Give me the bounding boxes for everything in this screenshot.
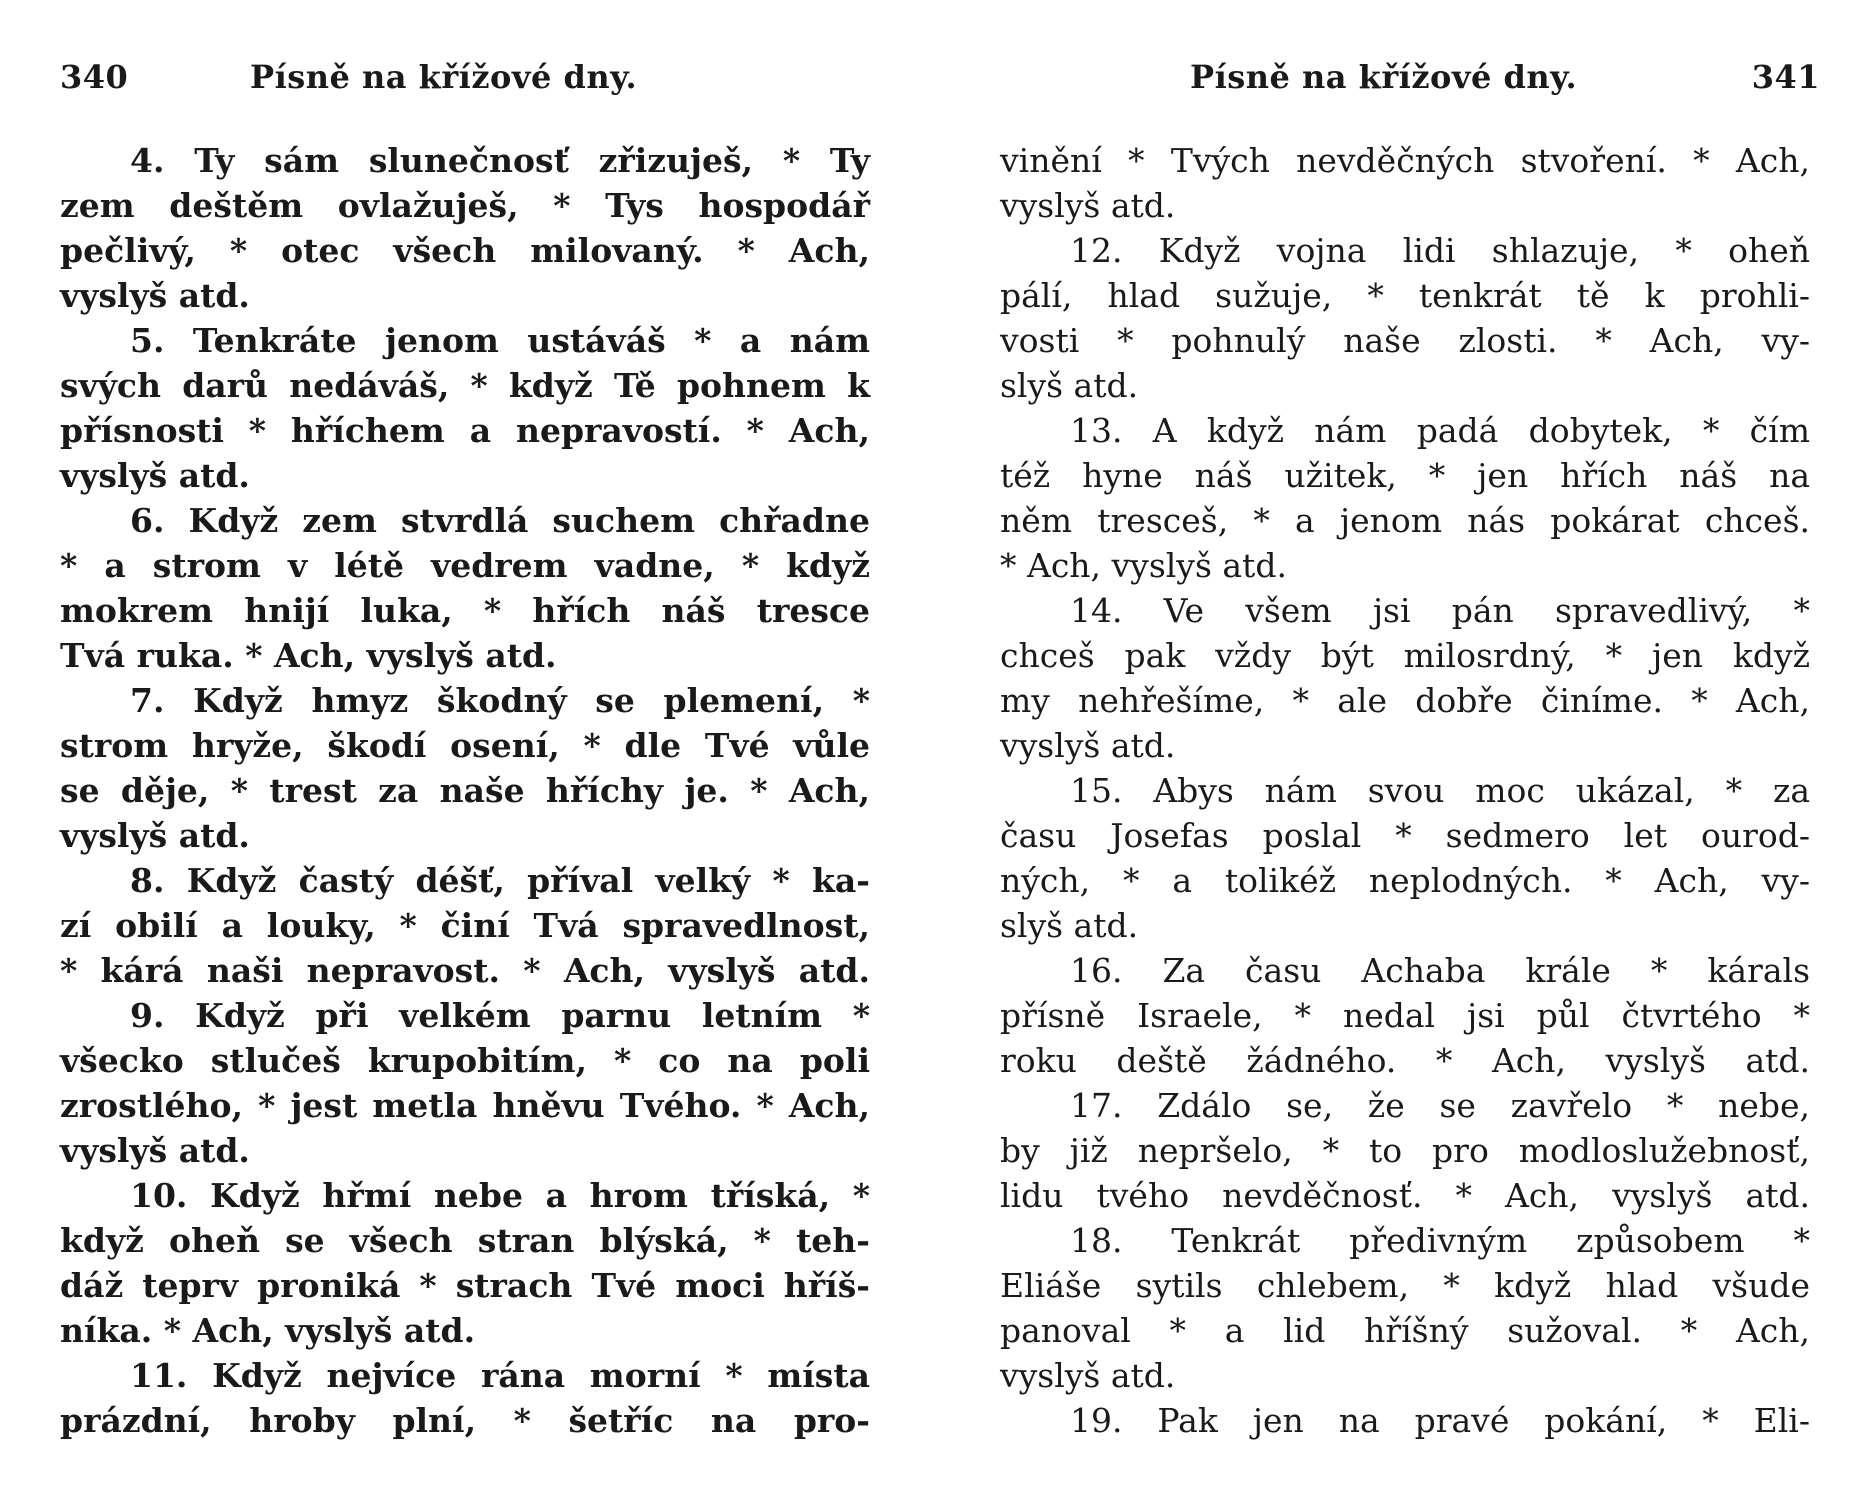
text-line: přísně Israele, * nedal jsi půl čtvrtého * [1000, 996, 1810, 1035]
text-line: vinění * Tvých nevděčných stvoření. * Ach, [1000, 141, 1810, 180]
text-line: slyš atd. [1000, 906, 1139, 945]
text-line: 14. Ve všem jsi pán spravedlivý, * [1070, 591, 1810, 630]
text-line: lidu tvého nevděčnosť. * Ach, vyslyš atd. [1000, 1176, 1810, 1215]
text-line: 11. Když nejvíce rána morní * místa [130, 1356, 870, 1395]
text-line: 9. Když při velkém parnu letním * [130, 996, 870, 1035]
text-line: vosti * pohnulý naše zlosti. * Ach, vy- [1000, 321, 1810, 360]
left-page [60, 0, 890, 1500]
text-line: Eliáše sytils chlebem, * když hlad všude [1000, 1266, 1810, 1305]
text-line: by již nepršelo, * to pro modloslužebnosť, [1000, 1131, 1810, 1170]
text-line: 10. Když hřmí nebe a hrom tříská, * [130, 1176, 870, 1215]
text-line: Tvá ruka. * Ach, vyslyš atd. [60, 636, 557, 675]
text-line: 16. Za času Achaba krále * kárals [1070, 951, 1810, 990]
running-head-left: Písně na křížové dny. [250, 58, 638, 96]
text-line: vyslyš atd. [60, 1131, 250, 1170]
text-line: níka. * Ach, vyslyš atd. [60, 1311, 476, 1350]
text-line: vyslyš atd. [60, 276, 250, 315]
right-page-text [1000, 138, 1810, 1443]
text-line: mokrem hnijí luka, * hřích náš tresce [60, 591, 870, 630]
text-line: pálí, hlad sužuje, * tenkrát tě k prohli- [1000, 276, 1810, 315]
text-line: vyslyš atd. [1000, 186, 1176, 225]
text-line: * a strom v létě vedrem vadne, * když [60, 546, 870, 585]
text-line: * Ach, vyslyš atd. [1000, 546, 1287, 585]
text-line: když oheň se všech stran blýská, * teh- [60, 1221, 870, 1260]
text-line: 6. Když zem stvrdlá suchem chřadne [130, 501, 870, 540]
text-line: všecko stlučeš krupobitím, * co na poli [60, 1041, 870, 1080]
text-line: prázdní, hroby plní, * šetříc na pro- [60, 1401, 870, 1440]
text-line: 17. Zdálo se, že se zavřelo * nebe, [1070, 1086, 1810, 1125]
text-line: vyslyš atd. [1000, 1356, 1176, 1395]
text-line: ných, * a tolikéž neplodných. * Ach, vy- [1000, 861, 1810, 900]
text-line: 4. Ty sám slunečnosť zřizuješ, * Ty [130, 141, 870, 180]
text-line: něm tresceš, * a jenom nás pokárat chceš. [1000, 501, 1810, 540]
text-line: času Josefas poslal * sedmero let ourod- [1000, 816, 1810, 855]
page-number-left: 340 [60, 58, 129, 96]
text-line: přísnosti * hříchem a nepravostí. * Ach, [60, 411, 870, 450]
right-page [1000, 0, 1830, 1500]
text-line: 12. Když vojna lidi shlazuje, * oheň [1070, 231, 1810, 270]
text-line: zrostlého, * jest metla hněvu Tvého. * Ach, [60, 1086, 870, 1125]
text-line: 7. Když hmyz škodný se plemení, * [130, 681, 870, 720]
text-line: vyslyš atd. [1000, 726, 1176, 765]
text-line: dáž teprv proniká * strach Tvé moci hříš- [60, 1266, 870, 1305]
right-page-header [1000, 58, 1830, 98]
text-line: zem deštěm ovlažuješ, * Tys hospodář [60, 186, 870, 225]
text-line: zí obilí a louky, * činí Tvá spravedlnost, [60, 906, 870, 945]
text-line: 8. Když častý déšť, příval velký * ka- [130, 861, 870, 900]
text-line: vyslyš atd. [60, 456, 250, 495]
left-page-text [60, 138, 870, 1443]
text-line: vyslyš atd. [60, 816, 250, 855]
text-line: 18. Tenkrát předivným způsobem * [1070, 1221, 1810, 1260]
text-line: my nehřešíme, * ale dobře činíme. * Ach, [1000, 681, 1810, 720]
text-line: se děje, * trest za naše hříchy je. * Ach, [60, 771, 870, 810]
text-line: strom hryže, škodí osení, * dle Tvé vůle [60, 726, 870, 765]
text-line: 5. Tenkráte jenom ustáváš * a nám [130, 321, 870, 360]
text-line: svých darů nedáváš, * když Tě pohnem k [60, 366, 870, 405]
running-head-right: Písně na křížové dny. [1190, 58, 1578, 96]
text-line: pečlivý, * otec všech milovaný. * Ach, [60, 231, 870, 270]
left-page-header [60, 58, 890, 98]
text-line: 15. Abys nám svou moc ukázal, * za [1070, 771, 1810, 810]
page-number-right: 341 [1751, 58, 1820, 96]
text-line: roku deště žádného. * Ach, vyslyš atd. [1000, 1041, 1810, 1080]
text-line: 19. Pak jen na pravé pokání, * Eli- [1070, 1401, 1810, 1440]
text-line: panoval * a lid hříšný sužoval. * Ach, [1000, 1311, 1810, 1350]
text-line: 13. A když nám padá dobytek, * čím [1070, 411, 1810, 450]
text-line: též hyne náš užitek, * jen hřích náš na [1000, 456, 1810, 495]
text-line: * kárá naši nepravost. * Ach, vyslyš atd. [60, 951, 870, 990]
text-line: slyš atd. [1000, 366, 1139, 405]
text-line: chceš pak vždy být milosrdný, * jen když [1000, 636, 1810, 675]
